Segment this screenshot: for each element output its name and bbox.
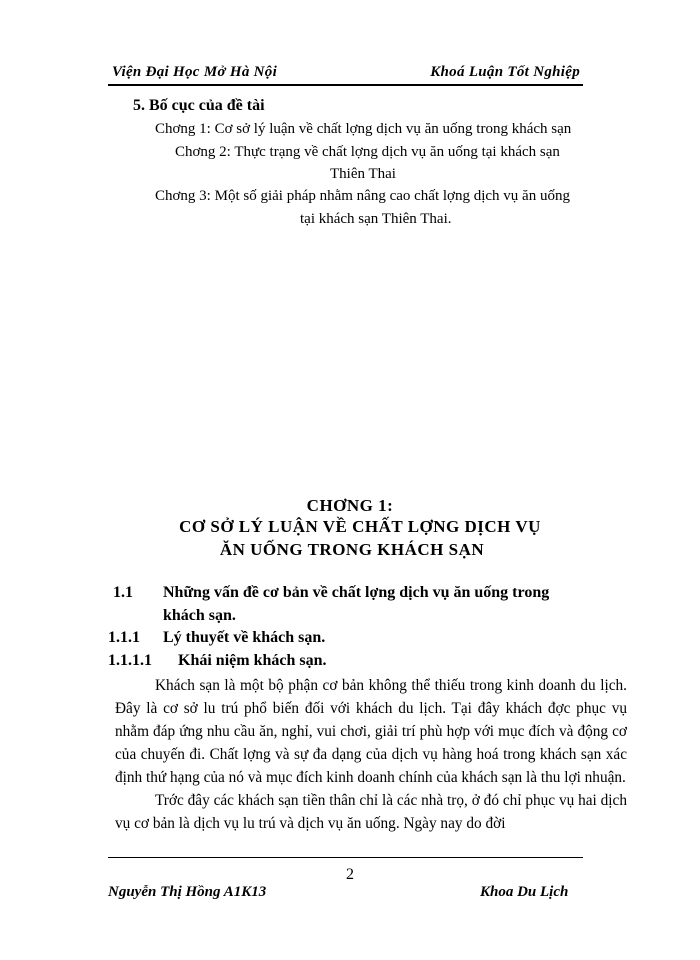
toc-line-2: Chơng 2: Thực trạng về chất lợng dịch vụ ăn uống tại khách sạn <box>175 144 560 160</box>
toc-line-4: Chơng 3: Một số giải pháp nhằm nâng cao chất lợng dịch vụ ăn uống <box>155 188 570 204</box>
toc-line-1: Chơng 1: Cơ sở lý luận về chất lợng dịch vụ ăn uống trong khách sạn <box>155 121 572 137</box>
toc-line-5: tại khách sạn Thiên Thai. <box>300 211 452 227</box>
chapter-number: CHƠNG 1: <box>306 496 394 515</box>
heading-text-cont: khách sạn. <box>163 607 236 624</box>
footer-author: Nguyễn Thị Hồng A1K13 <box>108 884 267 900</box>
header-institution: Viện Đại Học Mở Hà Nội <box>112 64 278 80</box>
header-thesis-label: Khoá Luận Tốt Nghiệp <box>430 64 580 80</box>
page-number: 2 <box>346 866 354 883</box>
body-text <box>115 674 627 835</box>
footer-divider <box>108 857 583 858</box>
heading-text: Những vấn đề cơ bản về chất lợng dịch vụ ăn uống trong <box>163 584 550 601</box>
header-divider <box>108 84 583 86</box>
chapter-title-line-1: CƠ SỞ LÝ LUẬN VỀ CHẤT LỢNG DỊCH VỤ <box>179 517 541 536</box>
paragraph-1: Khách sạn là một bộ phận cơ bản không thể thiếu trong kinh doanh du lịch. Đây là cơ sở lu trú phổ biến đối với khách du lịch. Tại đây khách đợc phục vụ nhằm đáp ứng nhu cầu ăn, nghỉ, vui chơi, giải trí phù hợp với mục đích và động cơ của chuyến đi. Chất lợng và sự đa dạng của dịch vụ hàng hoá trong khách sạn xác định thứ hạng của nó và mục đích kinh doanh chính của khách sạn là thu lợi nhuận. <box>115 677 627 786</box>
heading-number: 1.1.1.1 <box>108 652 152 669</box>
footer-faculty: Khoa Du Lịch <box>480 884 569 900</box>
heading-number: 1.1 <box>113 584 133 601</box>
heading-text: Khái niệm khách sạn. <box>178 652 327 669</box>
toc-line-3: Thiên Thai <box>330 166 396 182</box>
paragraph-2: Trớc đây các khách sạn tiền thân chỉ là các nhà trọ, ở đó chỉ phục vụ hai dịch vụ cơ bản là dịch vụ lu trú và dịch vụ ăn uống. Ngày nay do đời <box>115 792 627 832</box>
page-header <box>112 62 580 86</box>
heading-text: Lý thuyết về khách sạn. <box>163 629 326 646</box>
section-5-title: 5. Bố cục của đề tài <box>133 97 265 114</box>
heading-number: 1.1.1 <box>108 629 140 646</box>
chapter-title-line-2: ĂN UỐNG TRONG KHÁCH SẠN <box>219 540 485 559</box>
